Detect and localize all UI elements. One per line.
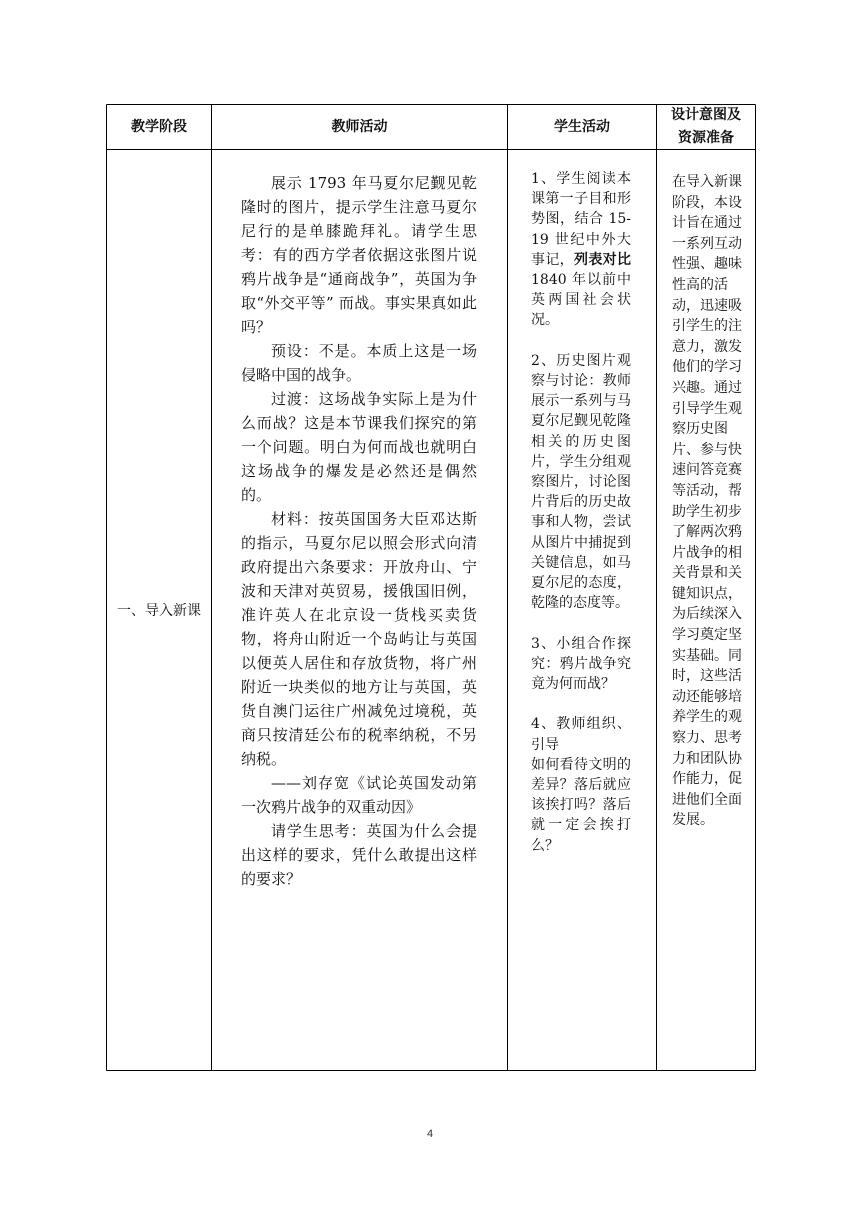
design-intent-text: 在导入新课阶段，本设计旨在通过一系列互动性强、趣味性高的活动，迅速吸引学生的注意力，激发他们的学习兴趣。通过引导学生观察历史图片、参与快速问答竞赛等活动，帮助学生初步了解两次鸦片战争的相关背景和关键知识点，为后续深入学习奠定坚实基础。同时，这些活动还能够培养学生的观察力、思考力和团队协作能力，促进他们全面发展。 bbox=[672, 174, 742, 829]
stage-label: 一、导入新课 bbox=[117, 603, 201, 619]
student-item-1-text-end: 1840 年以前中英两国社会状况。 bbox=[531, 272, 631, 329]
stage-cell bbox=[107, 150, 211, 1070]
student-item-2: 2、历史图片观察与讨论：教师展示一系列与马夏尔尼觐见乾隆相关的历史图片，学生分组观察图片，讨论图片背后的历史故事和人物，尝试从图片中捕捉到关键信息，如马夏尔尼的态度，乾隆的态度等。 bbox=[531, 352, 631, 612]
header-design-line2: 资源准备 bbox=[678, 130, 734, 146]
header-stage-label: 教学阶段 bbox=[131, 118, 187, 135]
student-item-1-text: 1、学生阅读本课第一子目和形势图，结合 15-19 世纪中外大事记， bbox=[531, 171, 631, 268]
header-teacher-label: 教师活动 bbox=[331, 118, 388, 135]
student-item-3: 3、小组合作探究：鸦片战争究竟为何而战？ bbox=[531, 635, 631, 693]
student-item-4-body: 如何看待文明的差异？落后就应该挨打吗？落后就一定会挨打么？ bbox=[531, 756, 631, 854]
teacher-citation: ——刘存宽《试论英国发动第一次鸦片战争的双重动因》 bbox=[241, 774, 477, 816]
page-number: 4 bbox=[426, 1128, 434, 1140]
header-teacher bbox=[212, 105, 507, 149]
teacher-activity-cell bbox=[241, 171, 477, 891]
teacher-paragraph: 过渡：这场战争实际上是为什么而战？这是本节课我们探究的第一个问题。明白为何而战也就明白这场战争的爆发是必然还是偶然的。 bbox=[241, 390, 477, 504]
student-item-1-emphasis: 列表对比 bbox=[574, 251, 631, 268]
header-design-line1: 设计意图及 bbox=[671, 107, 741, 123]
teacher-paragraph: 展示 1793 年马夏尔尼觐见乾隆时的图片，提示学生注意马夏尔尼行的是单膝跪拜礼。请学生思考：有的西方学者依据这张图片说鸦片战争是“通商战争”，英国为争取“外交平等” 而战。事实果真如此吗？ bbox=[241, 174, 477, 336]
teacher-paragraph: 预设：不是。本质上这是一场侵略中国的战争。 bbox=[241, 342, 477, 384]
teacher-paragraph: 材料：按英国国务大臣邓达斯的指示，马夏尔尼以照会形式向清政府提出六条要求：开放舟山、宁波和天津对英贸易，援俄国旧例，准许英人在北京设一货栈买卖货物，将舟山附近一个岛屿让与英国以便英人居住和存放货物，将广州附近一块类似的地方让与英国，英货自澳门运往广州减免过境税，英商只按清廷公布的税率纳税，不另纳税。 bbox=[241, 510, 477, 768]
student-item-1 bbox=[531, 169, 631, 331]
teacher-paragraph: 请学生思考：英国为什么会提出这样的要求，凭什么敢提出这样的要求？ bbox=[241, 822, 477, 888]
header-student-label: 学生活动 bbox=[554, 118, 610, 135]
student-activity-cell bbox=[531, 169, 631, 856]
student-item-4 bbox=[531, 714, 631, 855]
header-design bbox=[657, 105, 755, 149]
header-stage bbox=[107, 105, 211, 149]
header-student bbox=[508, 105, 656, 149]
design-intent-cell bbox=[672, 172, 742, 831]
student-item-4-heading: 4、教师组织、引导 bbox=[531, 716, 631, 753]
